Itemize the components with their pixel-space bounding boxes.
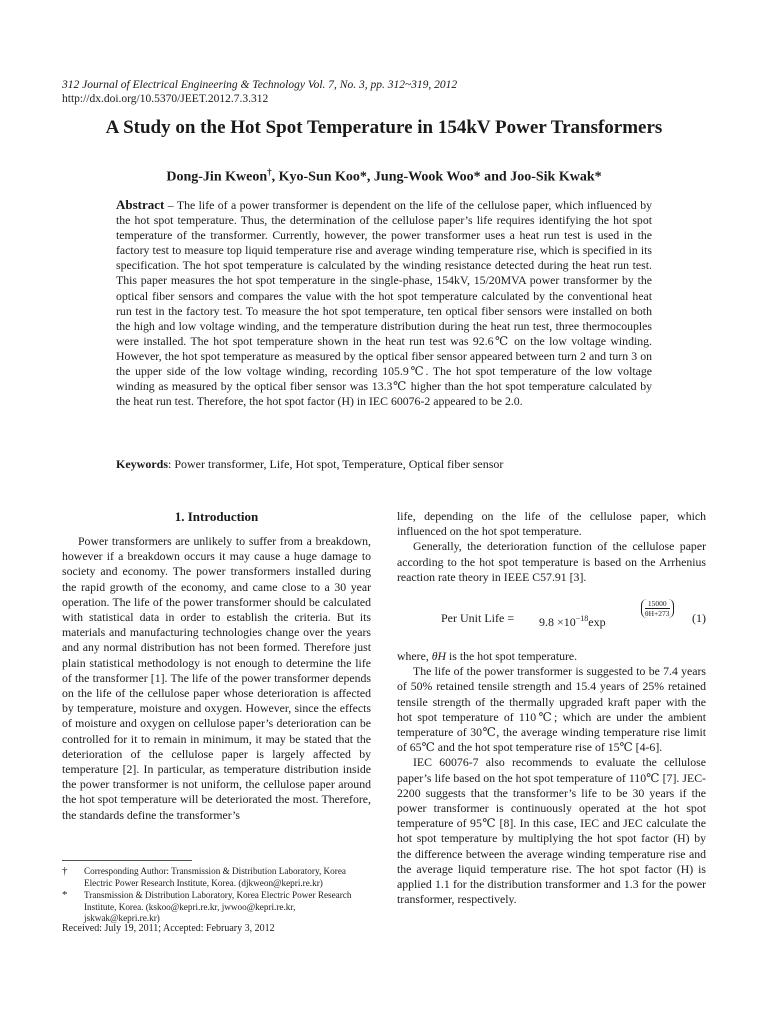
keywords	[116, 457, 652, 472]
footnote-text-2: Transmission & Distribution Laboratory, Korea Electric Power Research Institute, Korea. (kskoo@kepri.re.kr, jwwoo@kepri.re.kr, jskwak@kepri.re.kr)	[84, 890, 352, 923]
equation-fraction	[641, 599, 674, 618]
equation-1	[397, 599, 706, 639]
intro-paragraph-4: IEC 60076-7 also recommends to evaluate the cellulose paper’s life based on the hot spot temperature of 110℃ [7]. JEC-2200 suggests that the transformer’s life to be 30 years if the power transformer is continuously operated at the hot spot temperature of 95℃ [8]. In this case, IEC and JEC calculate the hot spot temperature by multiplying the hot spot factor (H) by the difference between the average winding temperature rise and the average liquid temperature rise. The hot spot factor (H) is applied 1.1 for the distribution transformer and 1.3 for the power transformer, respectively.	[397, 755, 706, 907]
intro-paragraph-1-continued: life, depending on the life of the cellulose paper, which influenced on the hot spot temperature.	[397, 509, 706, 539]
right-column	[397, 509, 706, 907]
equation-number: (1)	[692, 611, 706, 626]
keywords-text: : Power transformer, Life, Hot spot, Temperature, Optical fiber sensor	[168, 457, 504, 471]
equation-power: −18	[575, 614, 589, 624]
author-primary: Dong-Jin Kweon	[166, 169, 268, 185]
received-dates: Received: July 19, 2011; Accepted: February 3, 2012	[62, 923, 275, 934]
footnote-affiliation	[62, 890, 371, 925]
keywords-label: Keywords	[116, 457, 168, 471]
equation-lhs: Per Unit Life =	[441, 611, 515, 626]
equation-rhs	[539, 611, 606, 630]
intro-paragraph-3: The life of the power transformer is suggested to be 7.4 years of 50% retained tensile strength and 15.4 years of 25% retained tensile strength of the thermally upgraded kraft paper with the hot spot temperature of 110℃; which are under the ambient temperature of 30℃, the average winding temperature rise limit of 65℃ and the hot spot temperature rise of 15℃ [4-6].	[397, 664, 706, 755]
author-others: , Kyo-Sun Koo*, Jung-Wook Woo* and Joo-Sik Kwak*	[271, 169, 602, 185]
footnotes	[62, 866, 371, 926]
equation-numerator: 15000	[645, 599, 670, 609]
equation-denominator: θH+273	[645, 609, 670, 619]
where-prefix: where,	[397, 649, 429, 664]
journal-header	[62, 78, 712, 106]
theta-h-symbol: θH	[431, 649, 447, 664]
footnote-corresponding	[62, 866, 371, 889]
section-heading-introduction: 1. Introduction	[174, 509, 259, 524]
author-list	[40, 163, 728, 187]
doi-link[interactable]: http://dx.doi.org/10.5370/JEET.2012.7.3.312	[62, 93, 269, 105]
equation-coefficient: 9.8 ×10	[539, 615, 576, 630]
abstract-label: Abstract	[116, 197, 165, 212]
intro-paragraph-2: Generally, the deterioration function of the cellulose paper according to the hot spot temperature is based on the Arrhenius reaction rate theory in IEEE C57.91 [3].	[397, 539, 706, 584]
equation-exp: exp	[588, 615, 606, 630]
footnote-divider	[62, 860, 192, 861]
where-clause	[397, 649, 706, 664]
paper-title: A Study on the Hot Spot Temperature in 154kV Power Transformers	[105, 117, 663, 138]
footnote-mark-asterisk: *	[62, 889, 68, 901]
left-column	[62, 534, 371, 823]
footnote-mark-dagger: †	[62, 865, 68, 877]
corresponding-mark: †	[267, 167, 272, 177]
intro-paragraph-1: Power transformers are unlikely to suffer from a breakdown, however if a breakdown occurs it may cause a huge damage to society and economy. The power transformers installed during the rapid growth of the economy, and came close to a 30 year operation. The life of the power transformer should be calculated with statistical data in order to establish the criteria. But its materials and manufacturing technologies change over the years and any normal distribution has not been formed. Therefore just plain statistical methodology is not enough to determine the life of the transformer [1]. The life of the power transformer depends on the life of the cellulose paper whose deterioration is affected by temperature, moisture and oxygen. However, since the effects of moisture and oxygen on cellulose paper’s deterioration can be controlled for it to remain in minimum, it may be stated that the deterioration of the cellulose paper is largely affected by temperature [2]. In particular, as temperature distribution inside the power transformer is not uniform, the cellulose paper around the hot spot temperature will be deteriorated the most. Therefore, the standards define the transformer’s	[62, 534, 371, 822]
abstract-text: – The life of a power transformer is dependent on the life of the cellulose paper, which influenced by the hot spot temperature. Thus, the determination of the cellulose paper’s life requires identifying the hot spot temperature of the transformer. Currently, however, the power transformer uses a heat run test is used in the factory test to measure top liquid temperature rise and average winding temperature rise, which is specified in its specification. The hot spot temperature is calculated by the winding resistance detected during the heat run test. This paper measures the hot spot temperature in the single-phase, 154kV, 15/20MVA power transformer by the optical fiber sensors and compares the value with the hot spot temperature calculated by the conventional heat run test in the factory test. To measure the hot spot temperature, ten optical fiber sensors were installed on both the high and low voltage winding, and the temperature distribution during the heat run test, three thermocouples were installed. The hot spot temperature shown in the heat run test was 92.6℃ on the low voltage winding. However, the hot spot temperature as measured by the optical fiber sensor appeared between turn 2 and turn 3 on the upper side of the low voltage winding, recording 105.9℃. The hot spot temperature of the low voltage winding as measured by the optical fiber sensor was 13.3℃ higher than the hot spot temperature calculated by the heat run test. Therefore, the hot spot factor (H) in IEC 60076-2 appeared to be 2.0.	[116, 198, 652, 409]
footnote-text-1: Corresponding Author: Transmission & Distribution Laboratory, Korea Electric Power Research Institute, Korea. (djkweon@kepri.re.kr)	[84, 866, 346, 888]
abstract	[116, 197, 652, 409]
journal-reference: 312 Journal of Electrical Engineering & Technology Vol. 7, No. 3, pp. 312~319, 2012	[62, 79, 458, 91]
where-suffix: is the hot spot temperature.	[449, 649, 578, 664]
